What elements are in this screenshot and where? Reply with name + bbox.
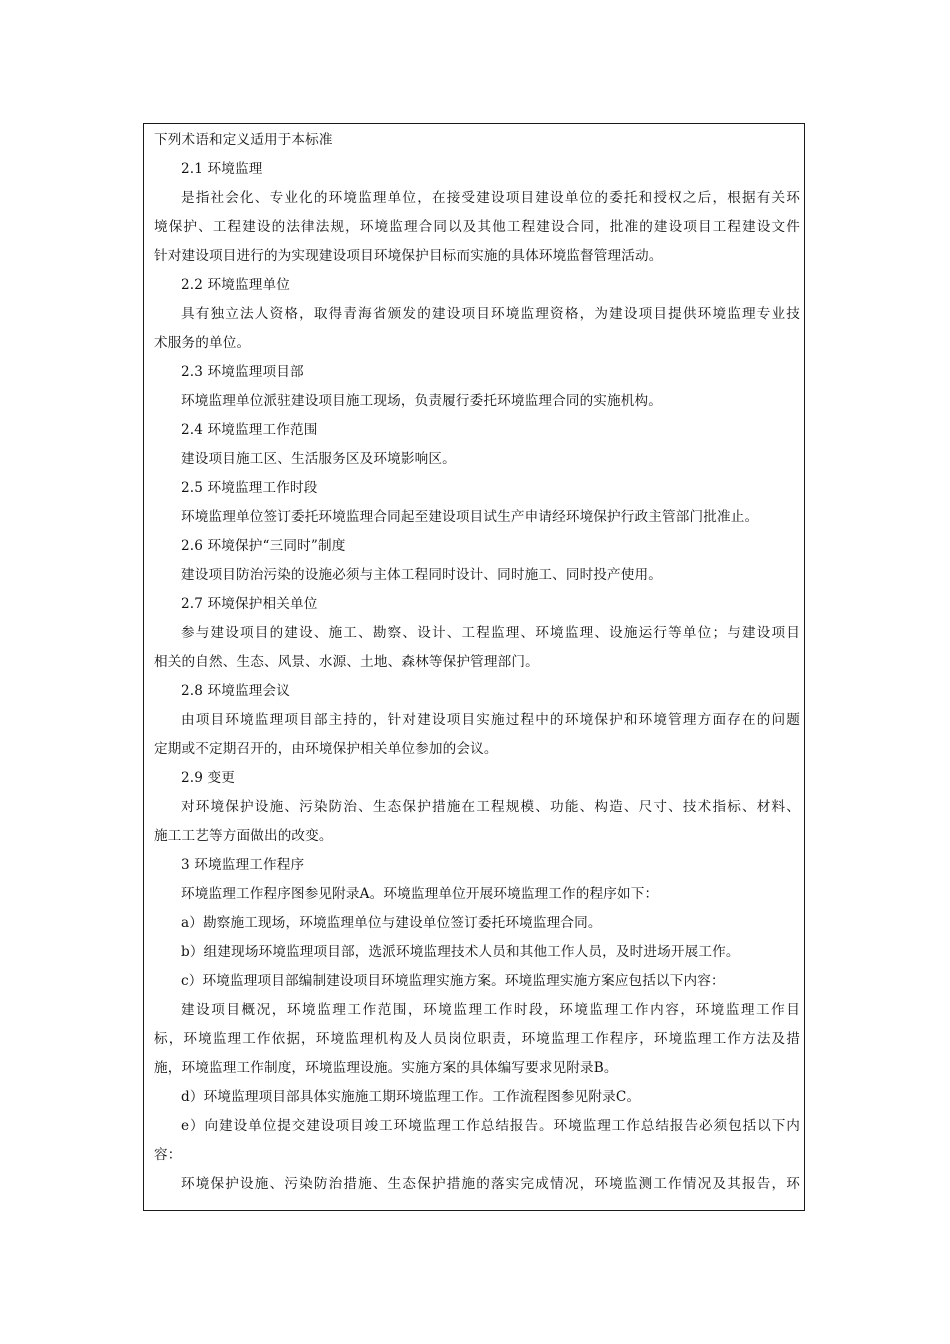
- text-line: 3 环境监理工作程序: [181, 857, 305, 873]
- text-line: 环境监理单位签订委托环境监理合同起至建设项目试生产申请经环境保护行政主管部门批准止。: [181, 509, 759, 525]
- text-line: 建设项目概况，环境监理工作范围，环境监理工作时段，环境监理工作内容，环境监理工作目: [181, 1002, 800, 1018]
- text-line: 对环境保护设施、污染防治、生态保护措施在工程规模、功能、构造、尺寸、技术指标、材料、: [181, 799, 800, 815]
- text-line: 2.2 环境监理单位: [181, 277, 291, 293]
- text-line: b）组建现场环境监理项目部，选派环境监理技术人员和其他工作人员，及时进场开展工作。: [181, 944, 740, 960]
- text-line: 2.9 变更: [181, 770, 236, 786]
- text-line: 是指社会化、专业化的环境监理单位，在接受建设项目建设单位的委托和授权之后，根据有关环: [181, 190, 800, 206]
- text-line: 定期或不定期召开的，由环境保护相关单位参加的会议。: [154, 741, 498, 757]
- text-line: 2.8 环境监理会议: [181, 683, 291, 699]
- text-line: 相关的自然、生态、风景、水源、土地、森林等保护管理部门。: [154, 654, 539, 670]
- text-line: 下列术语和定义适用于本标准: [154, 132, 333, 148]
- text-line: 由项目环境监理项目部主持的，针对建设项目实施过程中的环境保护和环境管理方面存在的问题: [181, 712, 800, 728]
- text-line: 施工工艺等方面做出的改变。: [154, 828, 333, 844]
- text-line: 2.1 环境监理: [181, 161, 263, 177]
- text-line: 2.7 环境保护相关单位: [181, 596, 318, 612]
- text-line: 容：: [154, 1147, 182, 1163]
- text-line: a）勘察施工现场，环境监理单位与建设单位签订委托环境监理合同。: [181, 915, 602, 931]
- text-line: 标，环境监理工作依据，环境监理机构及人员岗位职责，环境监理工作程序，环境监理工作方法及措: [154, 1031, 800, 1047]
- text-line: 建设项目防治污染的设施必须与主体工程同时设计、同时施工、同时投产使用。: [181, 567, 663, 583]
- text-line: 环境保护设施、污染防治措施、生态保护措施的落实完成情况，环境监测工作情况及其报告，环: [181, 1176, 800, 1192]
- text-line: 针对建设项目进行的为实现建设项目环境保护目标而实施的具体环境监督管理活动。: [154, 248, 663, 264]
- document-frame: [143, 123, 805, 1211]
- text-line: 2.6 环境保护“三同时”制度: [181, 538, 346, 554]
- text-line: d）环境监理项目部具体实施施工期环境监理工作。工作流程图参见附录C。: [181, 1089, 641, 1105]
- text-line: 2.4 环境监理工作范围: [181, 422, 318, 438]
- text-line: 具有独立法人资格，取得青海省颁发的建设项目环境监理资格，为建设项目提供环境监理专业技: [181, 306, 800, 322]
- text-line: 环境监理工作程序图参见附录A。环境监理单位开展环境监理工作的程序如下：: [181, 886, 659, 902]
- text-line: 参与建设项目的建设、施工、勘察、设计、工程监理、环境监理、设施运行等单位；与建设项目: [181, 625, 800, 641]
- text-line: e）向建设单位提交建设项目竣工环境监理工作总结报告。环境监理工作总结报告必须包括以下内: [181, 1118, 800, 1134]
- text-line: c）环境监理项目部编制建设项目环境监理实施方案。环境监理实施方案应包括以下内容：: [181, 973, 725, 989]
- text-line: 建设项目施工区、生活服务区及环境影响区。: [181, 451, 456, 467]
- text-line: 2.3 环境监理项目部: [181, 364, 304, 380]
- text-line: 施，环境监理工作制度，环境监理设施。实施方案的具体编写要求见附录B。: [154, 1060, 618, 1076]
- text-line: 2.5 环境监理工作时段: [181, 480, 318, 496]
- text-line: 境保护、工程建设的法律法规，环境监理合同以及其他工程建设合同，批准的建设项目工程建设文件: [154, 219, 800, 235]
- text-line: 术服务的单位。: [154, 335, 251, 351]
- document-body: [154, 126, 800, 1199]
- text-line: 环境监理单位派驻建设项目施工现场，负责履行委托环境监理合同的实施机构。: [181, 393, 663, 409]
